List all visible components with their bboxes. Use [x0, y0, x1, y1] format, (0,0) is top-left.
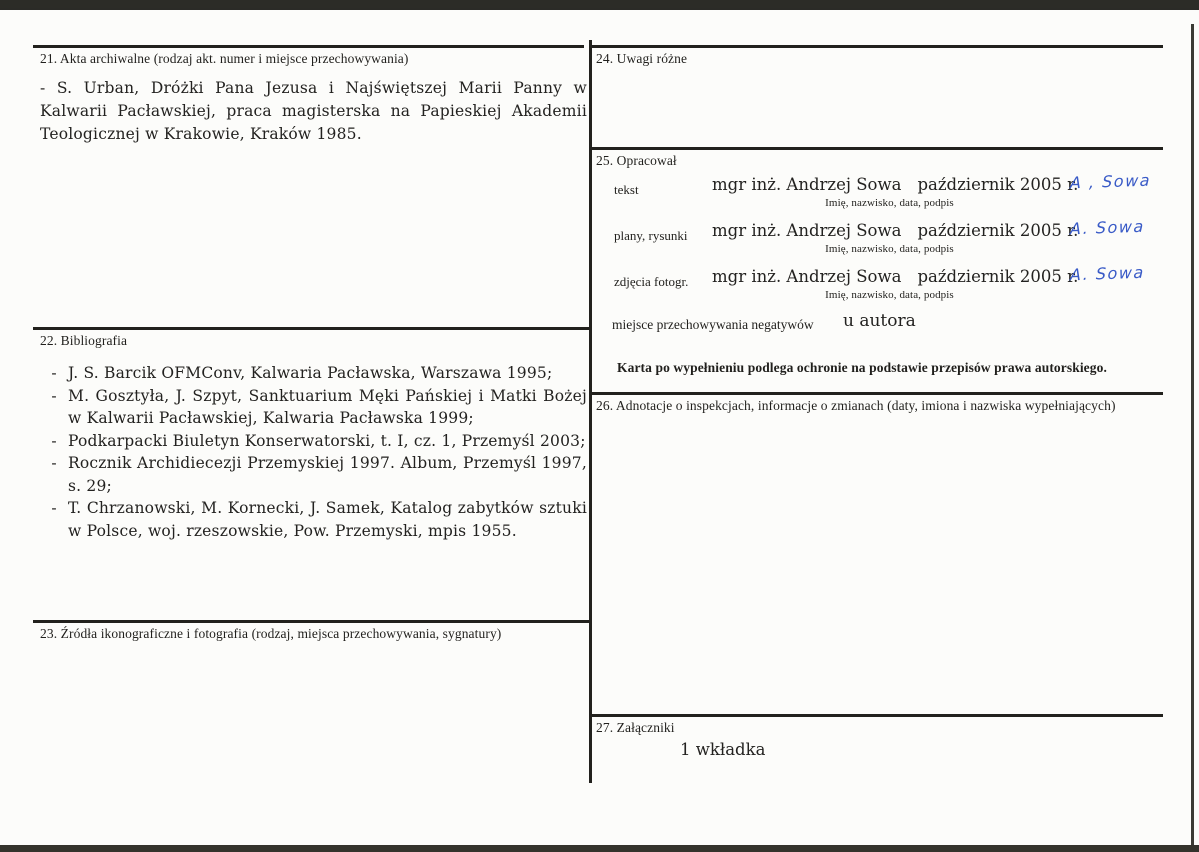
field-caption: Imię, nazwisko, data, podpis: [825, 243, 954, 255]
bibliography-item: [40, 362, 587, 385]
section-26-label: 26. Adnotacje o inspekcjach, informacje o zmianach (daty, imiona i nazwiska wypełniających): [596, 398, 1116, 413]
border-section-27-top: [589, 714, 1163, 717]
scan-edge-bottom: [0, 845, 1199, 852]
author-date: październik 2005 r.: [917, 175, 1079, 194]
author-name: mgr inż. Andrzej Sowa: [712, 267, 902, 286]
negatives-storage-label: miejsce przechowywania negatywów: [612, 317, 814, 332]
section-24-label: 24. Uwagi różne: [596, 51, 688, 66]
border-center-divider: [589, 40, 592, 783]
bibliography-item-text: Rocznik Archidiecezji Przemyskiej 1997. Album, Przemyśl 1997, s. 29;: [68, 454, 587, 495]
border-top-right-column: [589, 45, 1163, 48]
section-21-label: 21. Akta archiwalne (rodzaj akt. numer i miejsce przechowywania): [40, 51, 409, 66]
section-23-label: 23. Źródła ikonograficzne i fotografia (rodzaj, miejsca przechowywania, sygnatury): [40, 626, 502, 641]
section-22-label: 22. Bibliografia: [40, 333, 128, 348]
border-section-26-top: [589, 392, 1163, 395]
attachments-value: 1 wkładka: [680, 740, 766, 759]
author-name-date: [712, 175, 1079, 194]
author-row-photos: [612, 262, 1187, 311]
bibliography-item-text: M. Gosztyła, J. Szpyt, Sanktuarium Męki Pańskiej i Matki Bożej w Kalwarii Pacławskiej, Kalwaria Pacławska 1999;: [68, 386, 587, 427]
author-name: mgr inż. Andrzej Sowa: [712, 221, 902, 240]
section-25-label: 25. Opracował: [596, 153, 677, 168]
border-section-22-top: [33, 327, 589, 330]
bibliography-item-text: Podkarpacki Biuletyn Konserwatorski, t. I, cz. 1, Przemyśl 2003;: [68, 431, 586, 450]
list-dash-marker: -: [51, 386, 57, 405]
list-dash-marker: -: [51, 454, 57, 472]
handwritten-signature: A , Sowa: [1069, 170, 1152, 193]
bibliography-item-text: T. Chrzanowski, M. Kornecki, J. Samek, Katalog zabytków sztuki w Polsce, woj. rzeszowskie, Pow. Przemyski, mpis 1955.: [68, 499, 587, 540]
scan-edge-top: [0, 0, 1199, 10]
handwritten-signature: A. Sowa: [1069, 262, 1146, 285]
bibliography-item: [40, 385, 587, 430]
author-name-date: [712, 267, 1079, 286]
author-row-text: [612, 170, 1187, 219]
author-date: październik 2005 r.: [917, 267, 1079, 286]
author-row-plans: [612, 216, 1187, 265]
scan-edge-right: [1191, 24, 1194, 845]
field-label: zdjęcia fotogr.: [614, 274, 689, 289]
border-section-25-top: [589, 147, 1163, 150]
author-name-date: [712, 221, 1079, 240]
field-label: plany, rysunki: [614, 228, 688, 243]
section-27-label: 27. Załączniki: [596, 720, 675, 735]
bibliography-item: [40, 430, 587, 453]
bibliography-item-text: J. S. Barcik OFMConv, Kalwaria Pacławska, Warszawa 1995;: [68, 364, 553, 382]
field-caption: Imię, nazwisko, data, podpis: [825, 197, 954, 209]
bibliography-item: [40, 452, 587, 497]
list-dash-marker: -: [51, 431, 57, 450]
section-21-content: - S. Urban, Dróżki Pana Jezusa i Najświętszej Marii Panny w Kalwarii Pacławskiej, praca magisterska na Papieskiej Akademii Teologicznej w Krakowie, Kraków 1985.: [40, 79, 587, 143]
negatives-storage-value: u autora: [843, 311, 916, 331]
border-top-left-column: [33, 45, 584, 48]
field-caption: Imię, nazwisko, data, podpis: [825, 289, 954, 301]
author-name: mgr inż. Andrzej Sowa: [712, 175, 902, 194]
handwritten-signature: A. Sowa: [1069, 216, 1146, 239]
border-section-23-top: [33, 620, 589, 623]
list-dash-marker: -: [51, 499, 57, 517]
bibliography-list: [40, 362, 587, 542]
author-date: październik 2005 r.: [917, 221, 1079, 240]
copyright-note: Karta po wypełnieniu podlega ochronie na podstawie przepisów prawa autorskiego.: [617, 360, 1107, 375]
bibliography-item: [40, 497, 587, 542]
list-dash-marker: -: [51, 364, 57, 382]
field-label: tekst: [614, 182, 639, 197]
